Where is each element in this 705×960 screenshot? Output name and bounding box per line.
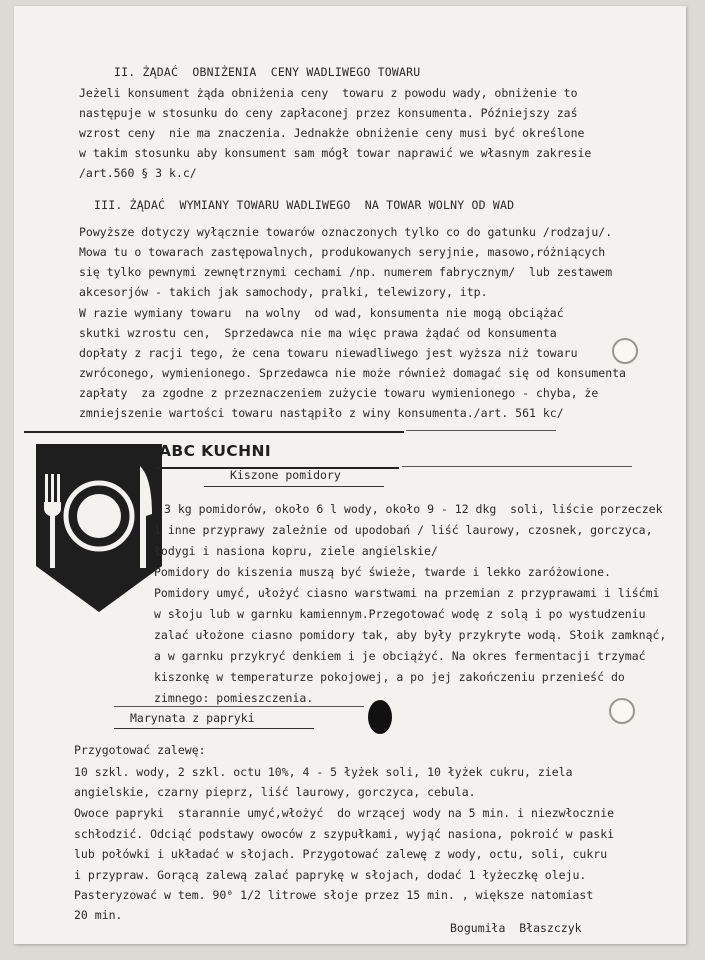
section3-line: zmniejszenie wartości towaru nastąpiło z winy konsumenta./art. 561 kc/ [79, 406, 564, 420]
recipe2-line: lub połówki i układać w słojach. Przygotować zalewę z wody, octu, soli, cukru [74, 847, 608, 861]
recipe1-line: Pomidory umyć, ułożyć ciasno warstwami na przemian z przyprawami i liśćmi [154, 586, 660, 600]
recipe1-line: w słoju lub w garnku kamiennym.Przegotować wodę z solą i po wystudzeniu [154, 607, 646, 621]
punch-hole [612, 338, 638, 364]
recipe2-line: angielskie, czarny pieprz, liść laurowy, gorczyca, cebula. [74, 785, 476, 799]
author-signature: Bogumiła Błaszczyk [450, 921, 582, 935]
recipe2-line: Przygotować zalewę: [74, 743, 206, 757]
section3-line: Powyższe dotyczy wyłącznie towarów oznaczonych tylko co do gatunku /rodzaju/. [79, 225, 613, 239]
section2-line: /art.560 § 3 k.c/ [79, 166, 197, 180]
section2-line: wzrost ceny nie ma znaczenia. Jednakże obniżenie ceny musi być określone [79, 126, 585, 140]
recipe2-line: Pasteryzować w tem. 90⁰ 1/2 litrowe słoje przez 15 min. , większe natomiast [74, 888, 594, 902]
section-divider [24, 431, 404, 433]
recipe1-line: i inne przyprawy zależnie od upodobań / liść laurowy, czosnek, gorczyca, [154, 523, 653, 537]
recipe1-line: łodygi i nasiona kopru, ziele angielskie/ [154, 544, 438, 558]
section3-line: zapłaty za zgodne z przeznaczeniem zużycie towaru wymienionego - chyba, że [79, 386, 599, 400]
recipe2-top-line [114, 706, 364, 707]
recipe1-line: kiszonkę w temperaturze pokojowej, a po jej zakończeniu przenieść do [154, 670, 625, 684]
abc-title: ABC KUCHNI [159, 442, 271, 460]
recipe1-line: 3 kg pomidorów, około 6 l wody, około 9 - 12 dkg soli, liście porzeczek [164, 502, 663, 516]
recipe1-line: zimnego: pomieszczenia. [154, 691, 314, 705]
section2-line: w takim stosunku aby konsument sam mógł towar naprawić we własnym zakresie [79, 146, 592, 160]
section3-line: skutki wzrostu cen, Sprzedawca nie ma więc prawa żądać od konsumenta [79, 326, 557, 340]
recipe1-title-underline [204, 486, 384, 487]
recipe2-line: 20 min. [74, 908, 123, 922]
document-page [14, 6, 686, 944]
recipe2-line: schłodzić. Odciąć podstawy owoców z szypułkami, wyjąć nasiona, pokroić w paski [74, 827, 615, 841]
section2-line: następuje w stosunku do ceny zapłaconej przez konsumenta. Późniejszy zaś [79, 106, 578, 120]
punch-hole [609, 698, 635, 724]
abc-title-rule-tail [402, 466, 632, 467]
recipe1-line: zalać ułożone ciasno pomidory tak, aby były przykryte wodą. Słoik zamknąć, [154, 628, 667, 642]
section3-line: dopłaty z racji tego, że cena towaru niewadliwego jest wyższa niż towaru [79, 346, 578, 360]
section3-line: W razie wymiany towaru na wolny od wad, konsumenta nie mogą obciążać [79, 306, 564, 320]
bullet-dot [368, 700, 392, 734]
recipe2-line: 10 szkl. wody, 2 szkl. octu 10%, 4 - 5 łyżek soli, 10 łyżek cukru, ziela [74, 765, 573, 779]
recipe1-title: Kiszone pomidory [230, 468, 341, 482]
recipe2-title-underline [114, 728, 314, 729]
recipe2-line: i przypraw. Gorącą zalewą zalać paprykę w słojach, dodać 1 łyżeczkę oleju. [74, 868, 587, 882]
section3-line: się tylko pewnymi zewnętrznymi cechami /np. numerem fabrycznym/ lub zestawem [79, 265, 613, 279]
recipe2-title: Marynata z papryki [130, 711, 255, 725]
recipe1-line: Pomidory do kiszenia muszą być świeże, twarde i lekko zaróżowione. [154, 565, 611, 579]
section3-line: zwróconego, wymienionego. Sprzedawca nie może również domagać się od konsumenta [79, 366, 626, 380]
section-divider-tail [406, 430, 556, 431]
recipe1-line: a w garnku przykryć denkiem i je obciążyć. Na okres fermentacji trzymać [154, 649, 646, 663]
section2-heading: II. ŻĄDAĆ OBNIŻENIA CENY WADLIWEGO TOWARU [114, 65, 421, 79]
section3-heading: III. ŻĄDAĆ WYMIANY TOWARU WADLIWEGO NA TOWAR WOLNY OD WAD [94, 198, 515, 212]
recipe2-line: Owoce papryki starannie umyć,włożyć do wrzącej wody na 5 min. i niezwłocznie [74, 806, 615, 820]
section3-line: akcesorjów - takich jak samochody, pralki, telewizory, itp. [79, 285, 488, 299]
section2-line: Jeżeli konsument żąda obniżenia ceny towaru z powodu wady, obniżenie to [79, 86, 578, 100]
kitchen-emblem [36, 444, 164, 614]
section3-line: Mowa tu o towarach zastępowalnych, produkowanych seryjnie, masowo,różniących [79, 245, 606, 259]
